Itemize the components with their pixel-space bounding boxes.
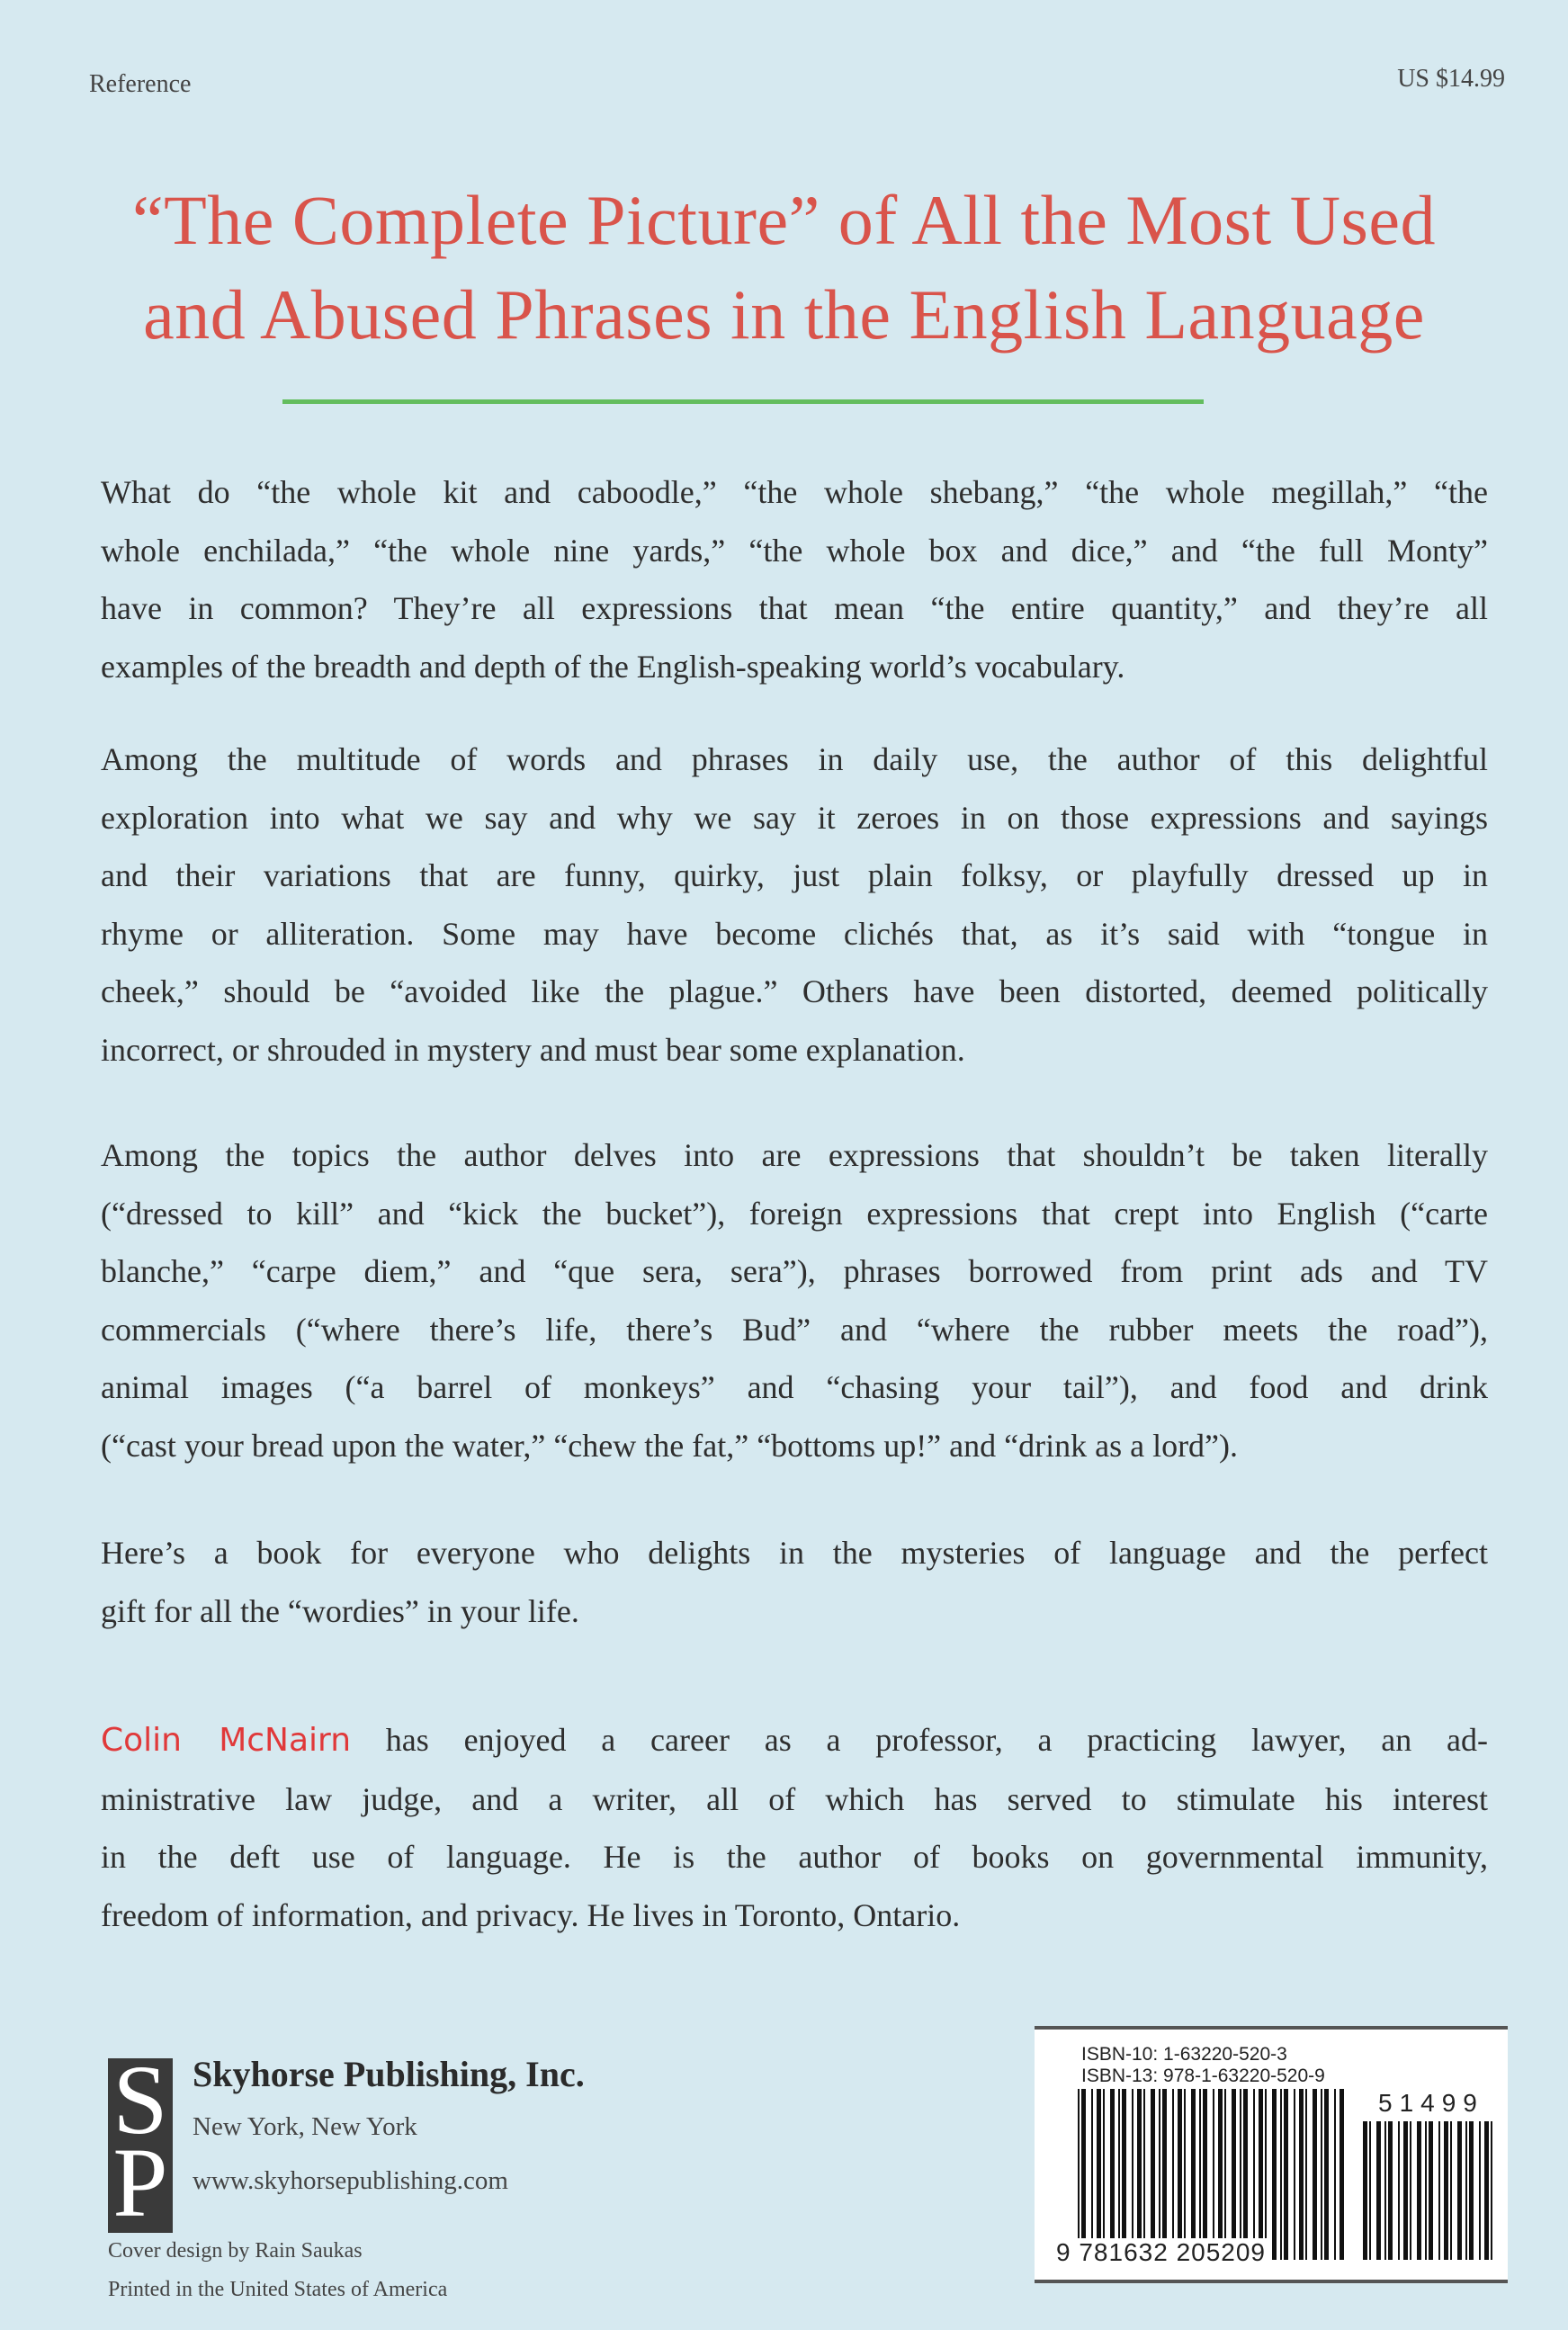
barcode-bar (1184, 2089, 1186, 2260)
logo-letter: P (112, 2128, 168, 2237)
barcode-bar (1305, 2089, 1307, 2260)
bio-text: has enjoyed a career as a professor, a practicing lawyer, an ad- (351, 1722, 1488, 1758)
addon-barcode (1363, 2121, 1498, 2260)
logo-letter: S (112, 2045, 168, 2155)
barcode-bar (1280, 2089, 1282, 2260)
barcode-bar (1259, 2089, 1263, 2260)
barcode-bar (1403, 2121, 1408, 2260)
barcode-bar (1425, 2121, 1427, 2260)
bio-line (101, 1711, 1488, 1770)
headline-line-1: “The Complete Picture” of All the Most Used (131, 181, 1437, 259)
barcode-bar (1469, 2121, 1474, 2260)
barcode-bar (1103, 2089, 1105, 2260)
paragraph-line: (“cast your bread upon the water,” “chew the fat,” “bottoms up!” and “drink as a lord”). (101, 1427, 1239, 1464)
barcode-bar (1203, 2089, 1207, 2260)
barcode-bar (1388, 2121, 1393, 2260)
barcode-bar (1132, 2089, 1133, 2260)
barcode-bar (1284, 2089, 1288, 2260)
paragraph-line: (“dressed to kill” and “kick the bucket”), foreign expressions that crept into English (“carte (101, 1195, 1488, 1232)
barcode-bar (1110, 2089, 1115, 2260)
barcode-bar (1429, 2121, 1433, 2260)
bio-line: ministrative law judge, and a writer, all of which has served to stimulate his interest (101, 1780, 1488, 1817)
barcode-label (1035, 2026, 1508, 2283)
barcode-bar (1334, 2089, 1336, 2260)
barcode-bar (1178, 2089, 1182, 2260)
barcode-bar (1265, 2089, 1267, 2260)
barcode-bar (1484, 2121, 1489, 2260)
barcode-bar (1253, 2089, 1255, 2260)
paragraph-line: gift for all the “wordies” in your life. (101, 1592, 579, 1629)
barcode-bar (1417, 2121, 1421, 2260)
barcode-bar (1363, 2121, 1367, 2260)
category-label: Reference (89, 70, 192, 98)
paragraph-4 (101, 1524, 1488, 1640)
barcode-bar (1078, 2089, 1080, 2260)
barcode-bar (1438, 2121, 1440, 2260)
divider-rule (282, 399, 1204, 404)
barcode-bar (1218, 2089, 1223, 2260)
publisher-logo (108, 2045, 173, 2237)
price-addon-digits: 51499 (1378, 2089, 1484, 2117)
barcode-bar (1465, 2121, 1467, 2260)
barcode-bar (1162, 2089, 1167, 2260)
paragraph-line: What do “the whole kit and caboodle,” “the whole shebang,” “the whole megillah,” “the (101, 474, 1488, 510)
printed-in-credit: Printed in the United States of America (108, 2278, 448, 2301)
barcode-bar (1137, 2089, 1142, 2260)
publisher-city: New York, New York (193, 2112, 417, 2141)
barcode-bar (1457, 2121, 1462, 2260)
barcode-bar (1376, 2121, 1381, 2260)
barcode-bar (1143, 2089, 1145, 2260)
paragraph-line: examples of the breadth and depth of the English-speaking world’s vocabulary. (101, 648, 1125, 685)
paragraph-line: cheek,” should be “avoided like the plague.” Others have been distorted, deemed politically (101, 973, 1488, 1009)
barcode-bar (1384, 2121, 1386, 2260)
barcode-bar (1340, 2089, 1344, 2260)
barcode-bar (1172, 2089, 1174, 2260)
paragraph-line: blanche,” “carpe diem,” and “que sera, sera”), phrases borrowed from print ads and TV (101, 1253, 1488, 1289)
headline-line-2: and Abused Phrases in the English Language (143, 275, 1425, 354)
barcode-bar (1272, 2089, 1277, 2260)
author-bio (101, 1711, 1488, 1944)
barcode-bar (1199, 2089, 1201, 2260)
barcode-bar (1159, 2089, 1160, 2260)
paragraph-line: Here’s a book for everyone who delights in the mysteries of language and the perfect (101, 1535, 1488, 1571)
paragraph-line: Among the topics the author delves into are expressions that shouldn’t be taken literally (101, 1137, 1488, 1173)
barcode-bar (1191, 2089, 1196, 2260)
barcode-bar (1479, 2121, 1481, 2260)
publisher-name: Skyhorse Publishing, Inc. (193, 2054, 585, 2094)
paragraph-line: commercials (“where there’s life, there’s Bud” and “where the rubber meets the road”), (101, 1311, 1488, 1348)
paragraph-line: animal images (“a barrel of monkeys” and “chasing your tail”), and food and drink (101, 1369, 1488, 1405)
barcode-bar (1122, 2089, 1126, 2260)
barcode-bar (1243, 2089, 1248, 2260)
paragraph-3 (101, 1126, 1488, 1474)
paragraph-line: and their variations that are funny, quirky, just plain folksy, or playfully dressed up in (101, 857, 1488, 893)
barcode-bar (1313, 2089, 1317, 2260)
ean-barcode (1078, 2089, 1348, 2260)
paragraph-line: incorrect, or shrouded in mystery and must bear some explanation. (101, 1031, 965, 1068)
barcode-bar (1444, 2121, 1448, 2260)
paragraph-line: rhyme or alliteration. Some may have become clichés that, as it’s said with “tongue in (101, 915, 1488, 952)
barcode-bar (1151, 2089, 1155, 2260)
paragraph-line: exploration into what we say and why we say it zeroes in on those expressions and sayings (101, 799, 1488, 836)
barcode-bar (1232, 2089, 1236, 2260)
paragraph-2 (101, 730, 1488, 1079)
cover-design-credit: Cover design by Rain Saukas (108, 2239, 363, 2263)
ean-digits: 9 781632 205209 (1056, 2238, 1266, 2266)
paragraph-line: have in common? They’re all expressions that mean “the entire quantity,” and they’re all (101, 590, 1488, 626)
barcode-bar (1240, 2089, 1241, 2260)
barcode-bar (1213, 2089, 1214, 2260)
paragraph-line: whole enchilada,” “the whole nine yards,” “the whole box and dice,” and “the full Monty” (101, 532, 1488, 569)
publisher-url: www.skyhorsepublishing.com (193, 2166, 508, 2195)
price-label: US $14.99 (1397, 65, 1505, 93)
bio-line: in the deft use of language. He is the author of books on governmental immunity, (101, 1839, 1488, 1875)
paragraph-line: Among the multitude of words and phrases in daily use, the author of this delightful (101, 741, 1488, 777)
barcode-bar (1398, 2121, 1400, 2260)
barcode-bar (1369, 2121, 1371, 2260)
isbn-13: ISBN-13: 978-1-63220-520-9 (1081, 2066, 1325, 2086)
author-name: Colin McNairn (101, 1722, 352, 1759)
barcode-bar (1294, 2089, 1295, 2260)
barcode-bar (1224, 2089, 1226, 2260)
barcode-bar (1091, 2089, 1093, 2260)
isbn-10: ISBN-10: 1-63220-520-3 (1081, 2044, 1287, 2065)
barcode-bar (1410, 2121, 1411, 2260)
barcode-bar (1081, 2089, 1086, 2260)
barcode-bar (1450, 2121, 1452, 2260)
barcode-bar (1321, 2089, 1322, 2260)
barcode-bar (1491, 2121, 1492, 2260)
barcode-bar (1299, 2089, 1304, 2260)
paragraph-1 (101, 463, 1488, 695)
barcode-bar (1097, 2089, 1101, 2260)
barcode-bar (1118, 2089, 1120, 2260)
bio-line: freedom of information, and privacy. He lives in Toronto, Ontario. (101, 1896, 961, 1933)
barcode-bar (1324, 2089, 1329, 2260)
